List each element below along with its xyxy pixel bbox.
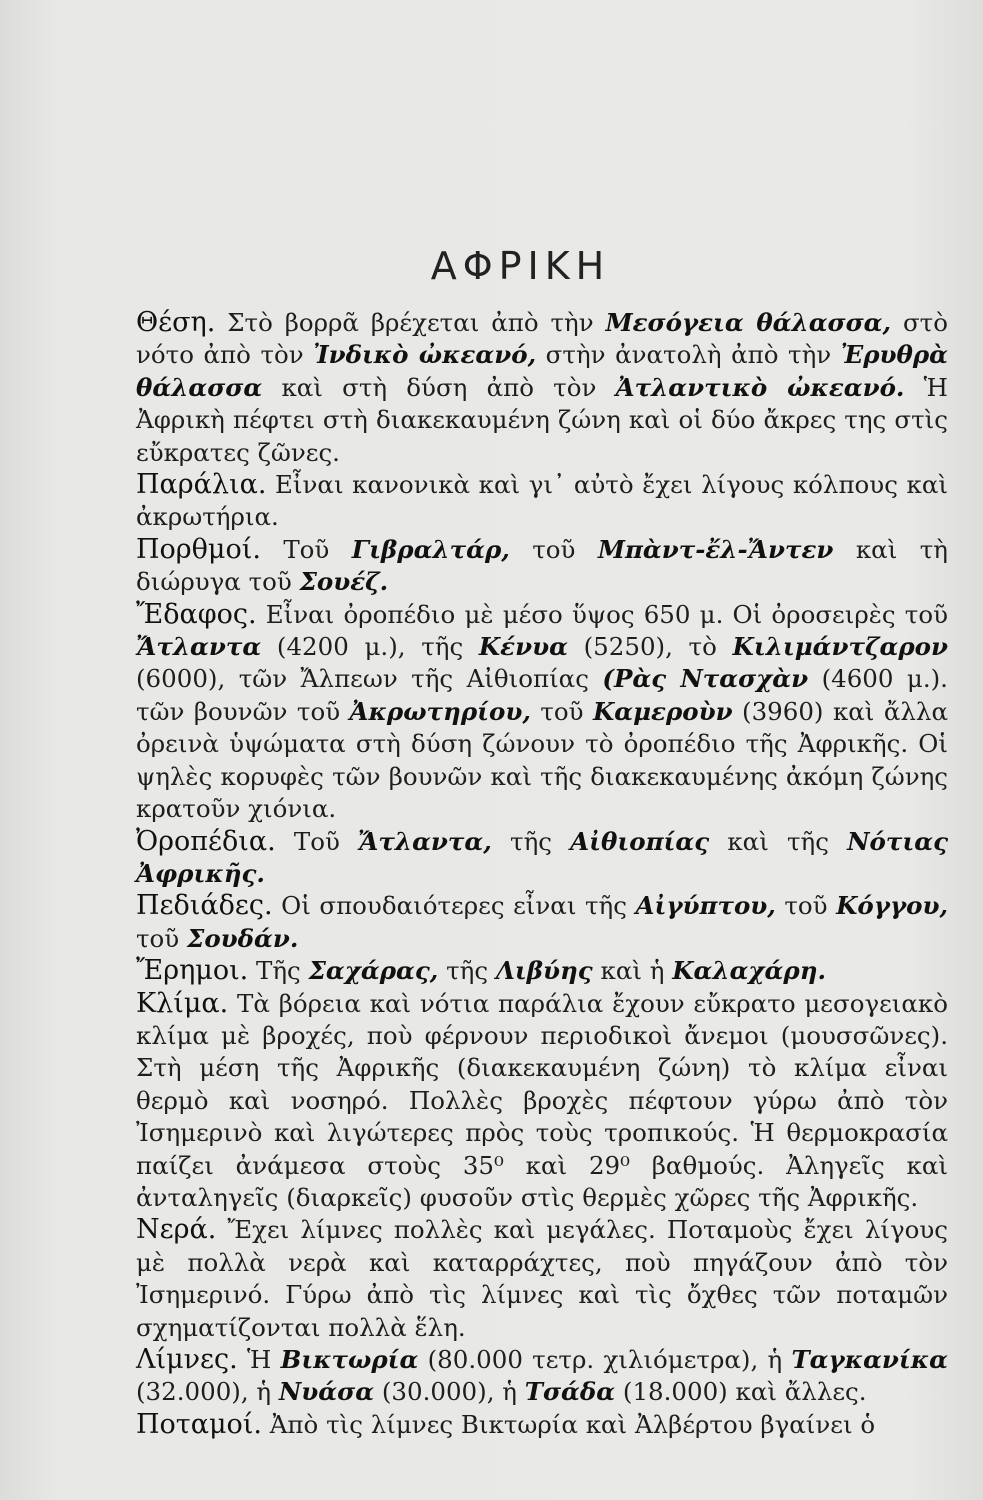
emphasized-term: Νότιας Ἀφρικῆς. bbox=[136, 826, 949, 888]
text-run: (32.000), ἡ bbox=[136, 1377, 279, 1407]
paragraph bbox=[136, 988, 948, 1215]
emphasized-term: Μπὰντ-ἔλ-Ἄντεν bbox=[597, 534, 834, 564]
text-run: (3960) καὶ ἄλλα ὀρεινὰ ὑψώματα στὴ δύση ζώνουν τὸ ὀροπέδιο τῆς Ἀφρικῆς. Οἱ ψηλὲς κορυφὲς τῶν βουνῶν καὶ τῆς διακεκαυμένης ἀκόμη ζώνης κρατοῦν χιόνια. bbox=[136, 696, 948, 824]
section-heading: Ἔδαφος. bbox=[136, 598, 257, 630]
section-heading: Ποταμοί. bbox=[136, 1408, 262, 1440]
page-body bbox=[136, 307, 948, 1441]
text-run: τοῦ bbox=[136, 923, 187, 953]
paragraph bbox=[136, 890, 948, 955]
paragraph bbox=[136, 599, 948, 826]
text-run: τῆς bbox=[438, 956, 496, 986]
section-heading: Λίμνες. bbox=[136, 1344, 238, 1375]
paragraph bbox=[136, 826, 948, 891]
text-run: Τοῦ bbox=[275, 826, 359, 856]
page-title: ΑΦΡΙΚΗ bbox=[430, 244, 611, 288]
paragraph bbox=[136, 1214, 948, 1344]
emphasized-term: Ἄτλαντα bbox=[136, 632, 262, 662]
paragraph bbox=[136, 1409, 948, 1441]
paragraph bbox=[136, 307, 948, 469]
text-run: τοῦ bbox=[530, 696, 593, 726]
emphasized-term: Μεσόγεια θάλασσα, bbox=[605, 308, 892, 337]
text-run: (80.000 τετρ. χιλιόμετρα), ἡ bbox=[418, 1345, 792, 1374]
section-heading: Ἔρημοι. bbox=[136, 955, 249, 987]
text-run: Στὸ βορρᾶ βρέχεται ἀπὸ τὴν bbox=[215, 308, 606, 337]
section-heading: Θέση. bbox=[136, 307, 216, 338]
text-run: (4200 μ.), τῆς bbox=[261, 632, 479, 662]
section-heading: Πορθμοί. bbox=[136, 533, 261, 565]
emphasized-term: (Ρὰς Ντασχὰν bbox=[602, 664, 809, 694]
emphasized-term: Κόγγου, bbox=[836, 891, 948, 921]
text-run: Εἶναι ὀροπέδιο μὲ μέσο ὕψος 650 μ. Οἱ ὀροσειρὲς τοῦ bbox=[256, 599, 948, 629]
text-run: καὶ στὴ δύση ἀπὸ τὸν bbox=[262, 372, 616, 402]
emphasized-term: Αἰγύπτου, bbox=[635, 891, 776, 921]
emphasized-term: Καμεροὺν bbox=[592, 696, 733, 726]
emphasized-term: Ἰνδικὸ ὠκεανό, bbox=[313, 340, 537, 370]
text-run: Ἔχει λίμνες πολλὲς καὶ μεγάλες. Ποταμοὺς ἔχει λίγους μὲ πολλὰ νερὰ καὶ καταρράχτες, ποὺ πηγάζουν ἀπὸ τὸν Ἰσημερινό. Γύρω ἀπὸ τὶς λίμνες καὶ τὶς ὄχθες τῶν ποταμῶν σχηματίζονται πολλὰ ἕλη. bbox=[136, 1215, 948, 1342]
text-run: Ἡ bbox=[237, 1345, 281, 1374]
emphasized-term: Αἰθιοπίας bbox=[570, 826, 710, 856]
emphasized-term: Γιβραλτάρ, bbox=[351, 534, 510, 564]
section-heading: Πεδιάδες. bbox=[136, 890, 273, 922]
paragraph bbox=[136, 1344, 948, 1409]
emphasized-term: Ἄτλαντα, bbox=[358, 826, 492, 856]
text-run: (6000), τῶν Ἄλπεων τῆς Αἰθιοπίας bbox=[136, 664, 603, 694]
emphasized-term: Καλαχάρη. bbox=[672, 956, 827, 986]
emphasized-term: Βικτωρία bbox=[280, 1345, 419, 1374]
text-run: (4600 μ.). τῶν βουνῶν τοῦ bbox=[136, 664, 948, 726]
text-run: (30.000), ἡ bbox=[374, 1377, 525, 1407]
paragraph bbox=[136, 469, 948, 534]
text-run: καὶ τὴ διώρυγα τοῦ bbox=[136, 534, 948, 597]
text-run: (5250), τὸ bbox=[567, 632, 733, 662]
text-run: Οἱ σπουδαιότερες εἶναι τῆς bbox=[272, 891, 636, 921]
section-heading: Νερά. bbox=[136, 1214, 217, 1246]
text-run: τοῦ bbox=[775, 891, 837, 921]
text-run: Τῆς bbox=[248, 956, 309, 986]
text-run: (18.000) καὶ ἄλλες. bbox=[615, 1377, 867, 1407]
text-run: καὶ τῆς bbox=[709, 826, 848, 856]
emphasized-term: Λιβύης bbox=[495, 956, 593, 986]
section-heading: Παράλια. bbox=[136, 469, 267, 501]
emphasized-term: Ταγκανίκα bbox=[791, 1345, 948, 1374]
text-run: Ἡ Ἀφρικὴ πέφτει στὴ διακεκαυμένη ζώνη καὶ οἱ δύο ἄκρες της στὶς εὔκρατες ζῶνες. bbox=[136, 372, 948, 467]
emphasized-term: Ἀκρωτηρίου, bbox=[349, 696, 531, 726]
paragraph bbox=[136, 534, 948, 599]
text-run: στὴν ἀνατολὴ ἀπὸ τὴν bbox=[536, 340, 841, 370]
text-run: τῆς bbox=[491, 826, 571, 856]
text-run: στὸ νότο ἀπὸ τὸν bbox=[136, 308, 948, 370]
section-heading: Ὀροπέδια. bbox=[136, 825, 276, 857]
section-heading: Κλίμα. bbox=[136, 987, 229, 1019]
emphasized-term: Κιλιμάντζαρον bbox=[732, 632, 948, 662]
emphasized-term: Τσάδα bbox=[524, 1377, 616, 1407]
text-run: τοῦ bbox=[509, 534, 598, 564]
emphasized-term: Σουέζ. bbox=[299, 567, 389, 597]
emphasized-term: Ἐρυθρὰ θάλασσα bbox=[136, 340, 948, 402]
text-run: Εἶναι κανονικὰ καὶ γι᾿ αὐτὸ ἔχει λίγους κόλπους καὶ ἀκρωτήρια. bbox=[136, 470, 948, 532]
paragraph bbox=[136, 955, 948, 987]
emphasized-term: Σαχάρας, bbox=[308, 956, 439, 986]
emphasized-term: Κένυα bbox=[478, 632, 568, 662]
text-run: Τοῦ bbox=[260, 534, 352, 564]
emphasized-term: Νυάσα bbox=[278, 1377, 375, 1407]
emphasized-term: Σουδάν. bbox=[187, 923, 299, 953]
text-run: Τὰ βόρεια καὶ νότια παράλια ἔχουν εὔκρατο μεσογειακὸ κλίμα μὲ βροχές, ποὺ φέρνουν περιοδικοὶ ἄνεμοι (μουσσῶνες). Στὴ μέση τῆς Ἀφρικῆς (διακεκαυμένη ζώνη) τὸ κλίμα εἶναι θερμὸ καὶ νοσηρό. Πολλὲς βροχὲς πέφτουν γύρω ἀπὸ τὸν Ἰσημερινὸ καὶ λιγώτερες πρὸς τοὺς τροπικούς. Ἡ θερμοκρασία παίζει ἀνάμεσα στοὺς 35⁰ καὶ 29⁰ βαθμούς. Ἀληγεῖς καὶ ἀνταληγεῖς (διαρκεῖς) φυσοῦν στὶς θερμὲς χῶρες τῆς Ἀφρικῆς. bbox=[136, 988, 948, 1212]
emphasized-term: Ἀτλαντικὸ ὠκεανό. bbox=[615, 372, 905, 402]
text-run: καὶ ἡ bbox=[592, 956, 673, 986]
text-run: Ἀπὸ τὶς λίμνες Βικτωρία καὶ Ἀλβέρτου βγαίνει ὁ bbox=[261, 1409, 876, 1439]
